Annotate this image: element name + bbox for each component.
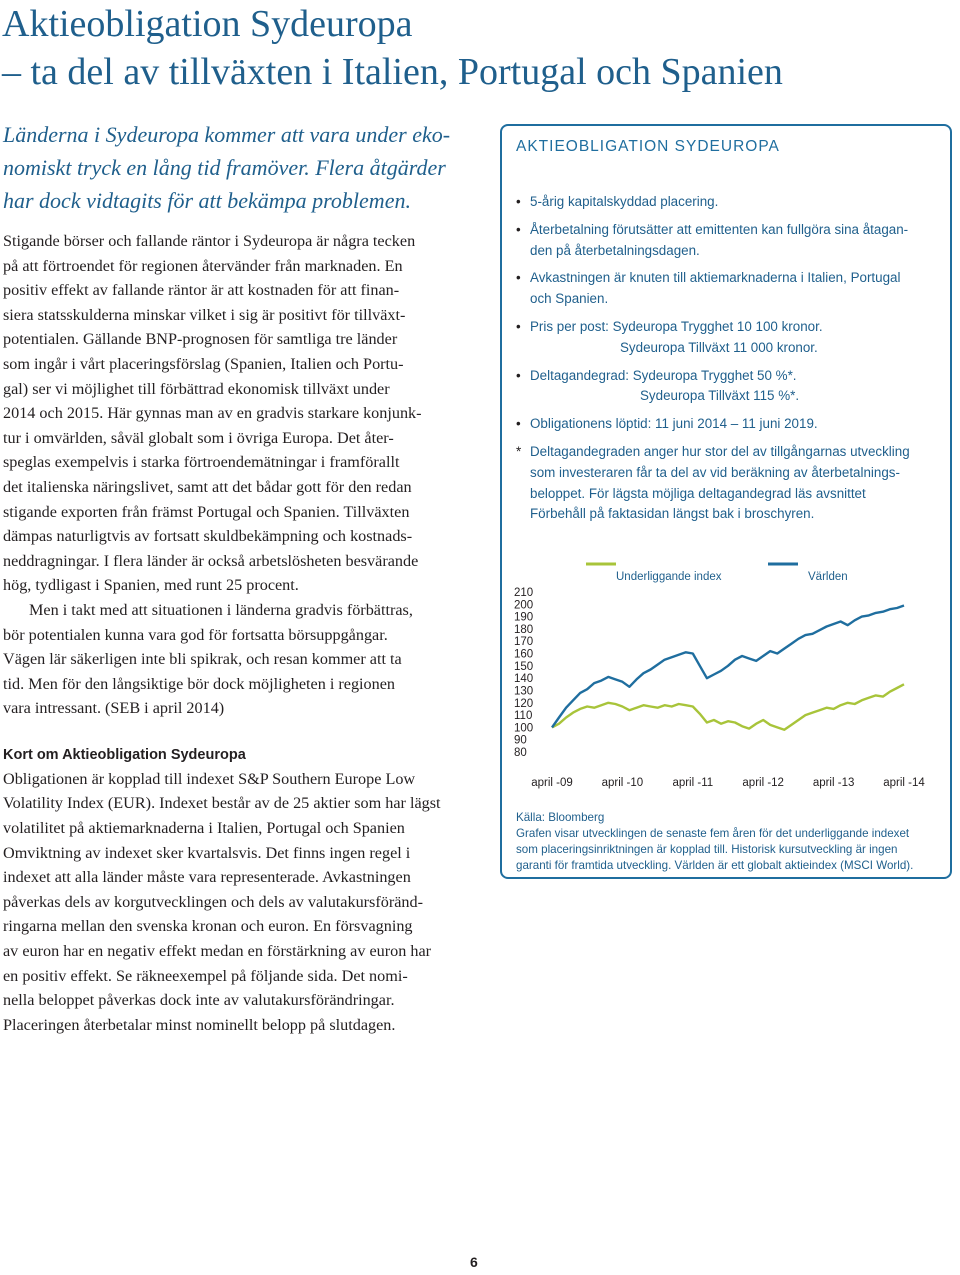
x-tick-label: april -09 bbox=[531, 777, 573, 789]
body-line: Men i takt med att situationen i länderna gradvis förbättras, bbox=[29, 600, 413, 619]
y-tick-label: 170 bbox=[514, 636, 534, 649]
body-line: av euron har en negativ effekt medan en förstärkning av euron har bbox=[3, 942, 432, 961]
fact-item bbox=[516, 366, 946, 408]
body-line: på att förtroendet för regionen återvänder från marknaden. En bbox=[3, 256, 403, 275]
body-line: dämpas naturligtvis av fortsatt skuldbekämpning och kostnads- bbox=[3, 527, 413, 546]
source-line: som placeringsinriktningen är kopplad till. Historisk kursutveckling är ingen bbox=[516, 843, 898, 856]
fact-text: och Spanien. bbox=[530, 291, 609, 307]
body-line: ringarna mellan den svenska kronan och euron. En försvagning bbox=[3, 917, 413, 936]
fact-list bbox=[516, 192, 946, 532]
ingress-line: Länderna i Sydeuropa kommer att vara under eko- bbox=[3, 122, 451, 147]
fact-text: Sydeuropa Tillväxt 11 000 kronor. bbox=[620, 339, 818, 355]
footnote-text: Förbehåll på faktasidan längst bak i broschyren. bbox=[530, 506, 815, 522]
footnote-text: * Deltagandegraden anger hur stor del av tillgångarnas utveckling bbox=[530, 443, 910, 459]
title-line-1: Aktieobligation Sydeuropa bbox=[2, 3, 413, 45]
body-line: Obligationen är kopplad till indexet S&P Southern Europe Low bbox=[3, 769, 416, 788]
fact-text: • Pris per post: Sydeuropa Trygghet 10 100 kronor. bbox=[530, 318, 823, 334]
footnote-text: beloppet. För lägsta möjliga deltagandegrad läs avsnittet bbox=[530, 485, 866, 501]
fact-text: Sydeuropa Tillväxt 115 %*. bbox=[640, 388, 800, 404]
body-line: bör potentialen kunna vara god för fortsatta börsuppgångar. bbox=[3, 625, 388, 644]
section-subheading: Kort om Aktieobligation Sydeuropa bbox=[3, 746, 246, 763]
x-tick-label: april -12 bbox=[742, 777, 784, 789]
title-line-2: – ta del av tillväxten i Italien, Portugal och Spanien bbox=[2, 51, 783, 93]
y-tick-label: 80 bbox=[514, 747, 527, 759]
y-tick-label: 210 bbox=[514, 587, 534, 599]
body-line: siera statsskulderna minskar vilket i sig är positivt för tillväxt- bbox=[3, 305, 406, 324]
source-line: Källa: Bloomberg bbox=[516, 811, 605, 824]
body-paragraph-3 bbox=[3, 767, 463, 1038]
y-tick-label: 190 bbox=[514, 611, 534, 624]
x-tick-label: april -13 bbox=[812, 777, 855, 789]
fact-box bbox=[500, 124, 952, 879]
body-line: gal) ser vi möjlighet till förbättrad ekonomisk tillväxt under bbox=[3, 379, 390, 398]
ingress bbox=[3, 118, 463, 217]
body-line: Omviktning av indexet sker kvartalsvis. Det finns ingen regel i bbox=[3, 843, 411, 862]
body-line: Vägen lär säkerligen inte bli spikrak, och resan kommer att ta bbox=[3, 650, 402, 669]
fact-text: • Deltagandegrad: Sydeuropa Trygghet 50 %*. bbox=[530, 367, 797, 383]
y-tick-label: 100 bbox=[514, 722, 534, 735]
body-line: som ingår i vårt placeringsförslag (Spanien, Italien och Portu- bbox=[3, 354, 404, 373]
ingress-line: nomiskt tryck en lång tid framöver. Flera åtgärder bbox=[3, 155, 446, 180]
series-line-underliggande-index bbox=[552, 684, 904, 730]
body-line: neddragningar. I flera länder är också arbetslösheten besvärande bbox=[3, 551, 419, 570]
ingress-line: har dock vidtagits för att bekämpa problemen. bbox=[3, 188, 411, 213]
fact-item bbox=[516, 268, 946, 310]
y-tick-label: 130 bbox=[514, 685, 534, 698]
fact-item bbox=[516, 317, 946, 359]
body-line: nella beloppet påverkas dock inte av valutakursförändringar. bbox=[3, 991, 395, 1010]
y-tick-label: 110 bbox=[514, 710, 533, 723]
fact-text: • Återbetalning förutsätter att emittenten kan fullgöra sina åtagan- bbox=[530, 221, 909, 237]
body-line: stigande exporten från främst Portugal och Spanien. Tillväxten bbox=[3, 502, 410, 521]
legend-label: Världen bbox=[808, 571, 848, 583]
body-line: Stigande börser och fallande räntor i Sydeuropa är några tecken bbox=[3, 232, 416, 250]
body-line: tur i omvärlden, såväl globalt som i övriga Europa. Det åter- bbox=[3, 428, 394, 447]
body-line: påverkas dels av korgutvecklingen och dels av valutakursföränd- bbox=[3, 892, 423, 911]
body-line: tid. Men för den långsiktige bör dock möjligheten i regionen bbox=[3, 674, 396, 693]
body-line: Volatility Index (EUR). Indexet består av de 25 aktier som har lägst bbox=[3, 794, 441, 813]
legend-label: Underliggande index bbox=[616, 571, 722, 583]
line-chart bbox=[512, 556, 944, 796]
y-tick-label: 120 bbox=[514, 697, 534, 710]
body-line: indexet att alla länder måste vara representerade. Avkastningen bbox=[3, 868, 411, 887]
body-paragraph-2 bbox=[3, 598, 463, 721]
x-tick-label: april -11 bbox=[672, 777, 714, 789]
fact-item bbox=[516, 220, 946, 262]
footnote-text: som investeraren får ta del av vid beräkning av återbetalnings- bbox=[530, 464, 900, 480]
x-tick-label: april -10 bbox=[601, 777, 644, 789]
source-line: Grafen visar utvecklingen de senaste fem åren för det underliggande indexet bbox=[516, 827, 910, 840]
fact-text: • 5-årig kapitalskyddad placering. bbox=[530, 194, 719, 209]
body-line: positiv effekt av fallande räntor är att kostnaden för att finan- bbox=[3, 281, 400, 300]
y-tick-label: 160 bbox=[514, 648, 534, 661]
fact-text: • Obligationens löptid: 11 juni 2014 – 11 juni 2019. bbox=[530, 416, 818, 432]
x-tick-label: april -14 bbox=[883, 777, 925, 789]
fact-text: • Avkastningen är knuten till aktiemarknaderna i Italien, Portugal bbox=[530, 270, 901, 286]
y-tick-label: 150 bbox=[514, 660, 534, 673]
fact-text: den på återbetalningsdagen. bbox=[530, 242, 700, 258]
body-line: en positiv effekt. Se räkneexempel på följande sida. Det nomi- bbox=[3, 966, 408, 985]
y-tick-label: 180 bbox=[514, 623, 534, 636]
y-tick-label: 200 bbox=[514, 599, 534, 612]
source-line: garanti för framtida utveckling. Världen är ett globalt aktieindex (MSCI World). bbox=[516, 859, 914, 872]
footnote-item bbox=[516, 442, 946, 525]
body-line: hög, tydligast i Spanien, med runt 25 procent. bbox=[3, 576, 299, 595]
series-line-varlden bbox=[552, 606, 904, 728]
body-line: 2014 och 2015. Här gynnas man av en gradvis starkare konjunk- bbox=[3, 404, 422, 423]
page-title bbox=[2, 0, 952, 96]
y-tick-label: 140 bbox=[514, 673, 534, 686]
left-column bbox=[3, 118, 463, 1037]
fact-box-heading: AKTIEOBLIGATION SYDEUROPA bbox=[516, 138, 780, 155]
chart-svg bbox=[512, 556, 944, 796]
chart-source bbox=[516, 810, 946, 874]
body-paragraph-1 bbox=[3, 229, 463, 598]
body-line: det italienska näringslivet, samt att det bådar gott för den redan bbox=[3, 477, 412, 496]
fact-item bbox=[516, 414, 946, 435]
body-line: potentialen. Gällande BNP-prognosen för samtliga tre länder bbox=[3, 330, 398, 349]
body-line: Placeringen återbetalar minst nominellt belopp på slutdagen. bbox=[3, 1015, 396, 1034]
body-line: volatilitet på aktiemarknaderna i Italien, Portugal och Spanien bbox=[3, 819, 405, 838]
page-number: 6 bbox=[470, 1254, 478, 1270]
fact-item bbox=[516, 192, 946, 213]
body-line: vara intressant. (SEB i april 2014) bbox=[3, 699, 225, 718]
y-tick-label: 90 bbox=[514, 734, 527, 747]
body-line: speglas exempelvis i starka förtroendemätningar i framförallt bbox=[3, 453, 400, 472]
